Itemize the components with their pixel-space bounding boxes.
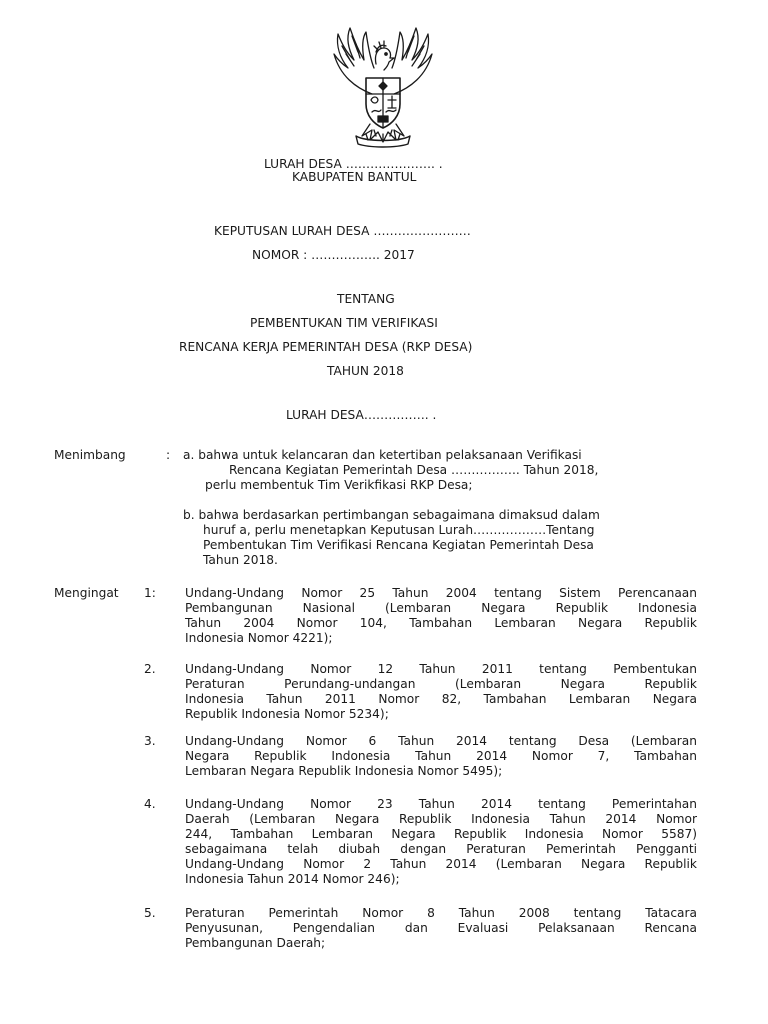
mengingat-item-line: Peraturan Pemerintah Nomor 8 Tahun 2008 tentang Tatacara [185,906,697,920]
mengingat-item-line: 244, Tambahan Lembaran Negara Republik Indonesia Nomor 5587) [185,827,697,841]
garuda-emblem-icon [326,24,440,148]
mengingat-item-number: 2. [144,662,156,676]
mengingat-item-number: 4. [144,797,156,811]
subject-line-1: PEMBENTUKAN TIM VERIFIKASI [250,316,438,330]
mengingat-item-line: Penyusunan, Pengendalian dan Evaluasi Pelaksanaan Rencana [185,921,697,935]
header-village: LURAH DESA …………………. . [264,157,443,171]
mengingat-item-line: Indonesia Nomor 4221); [185,631,333,645]
mengingat-item-line: Indonesia Tahun 2014 Nomor 246); [185,872,400,886]
subject-line-2: RENCANA KERJA PEMERINTAH DESA (RKP DESA) [179,340,473,354]
decree-number: NOMOR : …………….. 2017 [252,248,415,262]
mengingat-item-line: sebagaimana telah diubah dengan Peraturan Pemerintah Pengganti [185,842,697,856]
mengingat-label: Mengingat [54,586,119,600]
mengingat-item-line: Daerah (Lembaran Negara Republik Indonesia Tahun 2014 Nomor [185,812,697,826]
menimbang-b-line-4: Tahun 2018. [203,553,278,567]
mengingat-item-number: 1: [144,586,156,600]
mengingat-item-line: Republik Indonesia Nomor 5234); [185,707,389,721]
mengingat-item-line: Peraturan Perundang-undangan (Lembaran Negara Republik [185,677,697,691]
menimbang-label: Menimbang [54,448,126,462]
menimbang-b-line-2: huruf a, perlu menetapkan Keputusan Lurah………………Tentang [203,523,595,537]
mengingat-item-line: Indonesia Tahun 2011 Nomor 82, Tambahan Lembaran Negara [185,692,697,706]
mengingat-item-line: Pembangunan Nasional (Lembaran Negara Republik Indonesia [185,601,697,615]
issuer: LURAH DESA……………. . [286,408,437,422]
mengingat-item-number: 5. [144,906,156,920]
menimbang-b-line-3: Pembentukan Tim Verifikasi Rencana Kegiatan Pemerintah Desa [203,538,594,552]
mengingat-item-line: Undang-Undang Nomor 25 Tahun 2004 tentang Sistem Perencanaan [185,586,697,600]
mengingat-item-line: Negara Republik Indonesia Tahun 2014 Nomor 7, Tambahan [185,749,697,763]
mengingat-item-line: Undang-Undang Nomor 6 Tahun 2014 tentang Desa (Lembaran [185,734,697,748]
subject-line-3: TAHUN 2018 [327,364,404,378]
mengingat-item-number: 3. [144,734,156,748]
decree-title: KEPUTUSAN LURAH DESA …………………… [214,224,471,238]
mengingat-item-line: Undang-Undang Nomor 12 Tahun 2011 tentang Pembentukan [185,662,697,676]
menimbang-b-line-1: b. bahwa berdasarkan pertimbangan sebagaimana dimaksud dalam [183,508,600,522]
mengingat-item-line: Pembangunan Daerah; [185,936,326,950]
header-regency: KABUPATEN BANTUL [292,170,417,184]
subject-about: TENTANG [337,292,395,306]
mengingat-item-line: Undang-Undang Nomor 23 Tahun 2014 tentang Pemerintahan [185,797,697,811]
menimbang-a-line-3: perlu membentuk Tim Verikfikasi RKP Desa; [205,478,473,492]
menimbang-a-line-1: a. bahwa untuk kelancaran dan ketertiban pelaksanaan Verifikasi [183,448,582,462]
menimbang-a-line-2: Rencana Kegiatan Pemerintah Desa …………….. Tahun 2018, [229,463,599,477]
menimbang-colon: : [166,448,171,462]
mengingat-item-line: Undang-Undang Nomor 2 Tahun 2014 (Lembaran Negara Republik [185,857,697,871]
mengingat-item-line: Tahun 2004 Nomor 104, Tambahan Lembaran Negara Republik [185,616,697,630]
mengingat-item-line: Lembaran Negara Republik Indonesia Nomor 5495); [185,764,503,778]
